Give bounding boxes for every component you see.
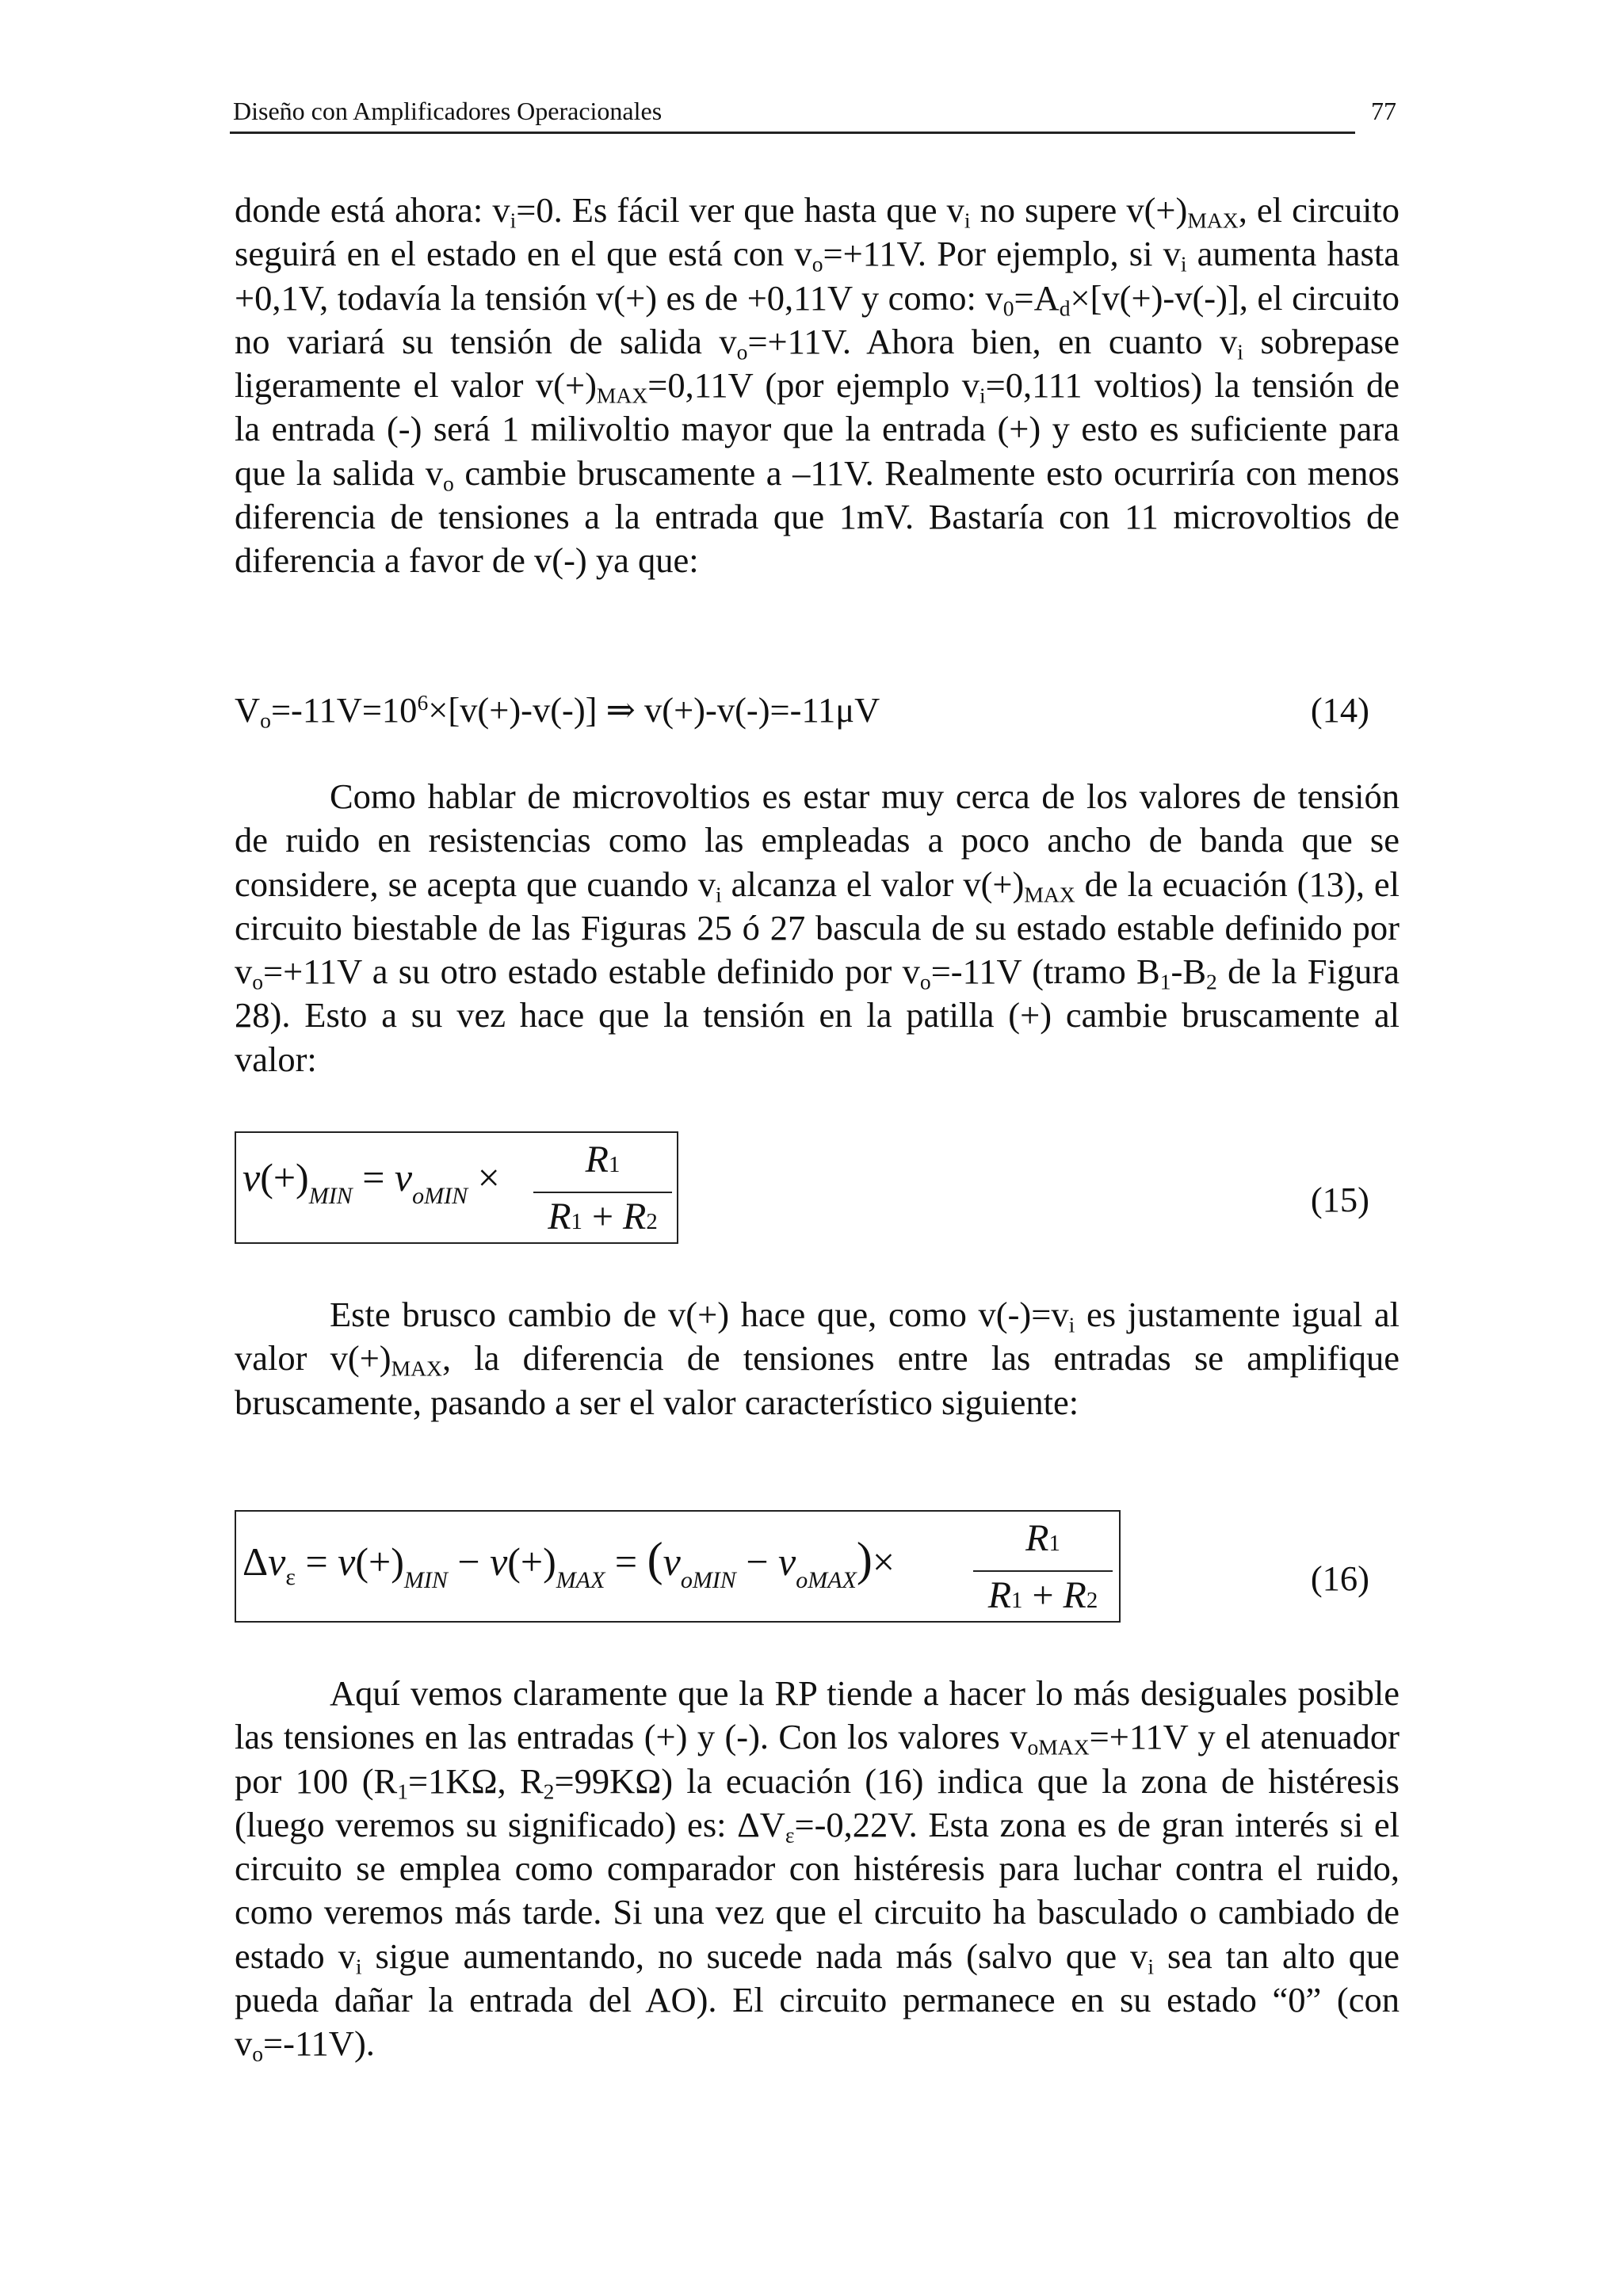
paragraph-1: donde está ahora: $v_i=0$. Es fácil ver que hasta que $v_i$ no supere $v(+)_{MAX}$, el circuito seguirá en el estado en el que está con $v_o=+11V$. Por ejemplo, si $v_i$ aumenta hasta +0,1V, todavía la tensión v(+) es de +0,11V y como: $v_0=A_d\times[v(+)-v(-)]$, el circuito no variará su tensión de salida $v_o=+11V$. Ahora bien, en cuanto $v_i$ sobrepase ligeramente el valor $v(+)_{MAX}=0,11V$ (por ejemplo $v_i=0,111$ voltios) la tensión de la entrada (-) será 1 milivoltio mayor que la entrada (+) y esto es suficiente para que la salida $v_o$ cambie bruscamente a –11V. Realmente esto ocurriría con menos diferencia de tensiones a la entrada que 1mV. Bastaría con 11 microvoltios de diferencia a favor de v(-) ya que: <box>235 190 1400 581</box>
page-number: 77 <box>1371 97 1396 125</box>
equation-14: $V_o=-11V=10^6\times[v(+)-v(-)]$ ⇒ v(+)-v(-)=-11μV (14) <box>235 688 1369 732</box>
equation-16-box <box>235 1510 1121 1623</box>
equation-number-15: (15) <box>1310 1180 1369 1219</box>
equation-number-16: (16) <box>1310 1558 1369 1598</box>
paragraph-4: Aquí vemos claramente que la RP tiende a hacer lo más desiguales posible las tensiones en las entradas (+) y (-). Con los valores $v_{oMAX}=+11V$ y el atenuador por 100 ($R_1=1K\Omega$, $R_2=99K\Omega$) la ecuación (16) indica que la zona de histéresis (luego veremos su significado) es: $\Delta V_\varepsilon=-0,22V$. Esta zona es de gran interés si el circuito se emplea como comparador con histéresis para luchar contra el ruido, como veremos más tarde. Si una vez que el circuito ha basculado o cambiado de estado $v_i$ sigue aumentando, no sucede nada más (salvo que $v_i$ sea tan alto que pueda dañar la entrada del AO). El circuito permanece en su estado “0” (con $v_o=-11V$). <box>235 1673 1400 2067</box>
equation-number-14: (14) <box>1310 690 1369 730</box>
running-title: Diseño con Amplificadores Operacionales <box>233 97 663 125</box>
equation-16-fraction <box>973 1515 1113 1624</box>
equation-15-fraction <box>533 1136 672 1245</box>
fraction-numerator: R1 <box>585 1138 621 1180</box>
equation-16: $\Delta v_\varepsilon = v(+)_{MIN} - v(+)_{MAX} = (v_{oMIN} - v_{oMAX})\times$ <box>242 1533 896 1593</box>
equation-15: $v(+)_{MIN} = v_{oMIN}$ × <box>242 1155 500 1209</box>
fraction-denominator: R1 + R2 <box>973 1570 1113 1624</box>
paragraph-3: Este brusco cambio de v(+) hace que, como $v(-)=v_i$ es justamente igual al valor $v(+)_{MAX}$, la diferencia de tensiones entre las entradas se amplifique bruscamente, pasando a ser el valor característico siguiente: <box>235 1295 1400 1422</box>
page-header <box>230 93 1396 134</box>
paragraph-2: Como hablar de microvoltios es estar muy cerca de los valores de tensión de ruido en resistencias como las empleadas a poco ancho de banda que se considere, se acepta que cuando $v_i$ alcanza el valor $v(+)_{MAX}$ de la ecuación (13), el circuito biestable de las Figuras 25 ó 27 bascula de su estado estable definido por $v_o=+11V$ a su otro estado estable definido por $v_o=-11V$ (tramo $B_1-B_2$ de la Figura 28). Esto a su vez hace que la tensión en la patilla (+) cambie bruscamente al valor: <box>235 776 1400 1079</box>
equation-15-box <box>235 1131 678 1244</box>
fraction-numerator: R1 <box>1025 1517 1060 1559</box>
fraction-denominator: R1 + R2 <box>533 1192 672 1245</box>
